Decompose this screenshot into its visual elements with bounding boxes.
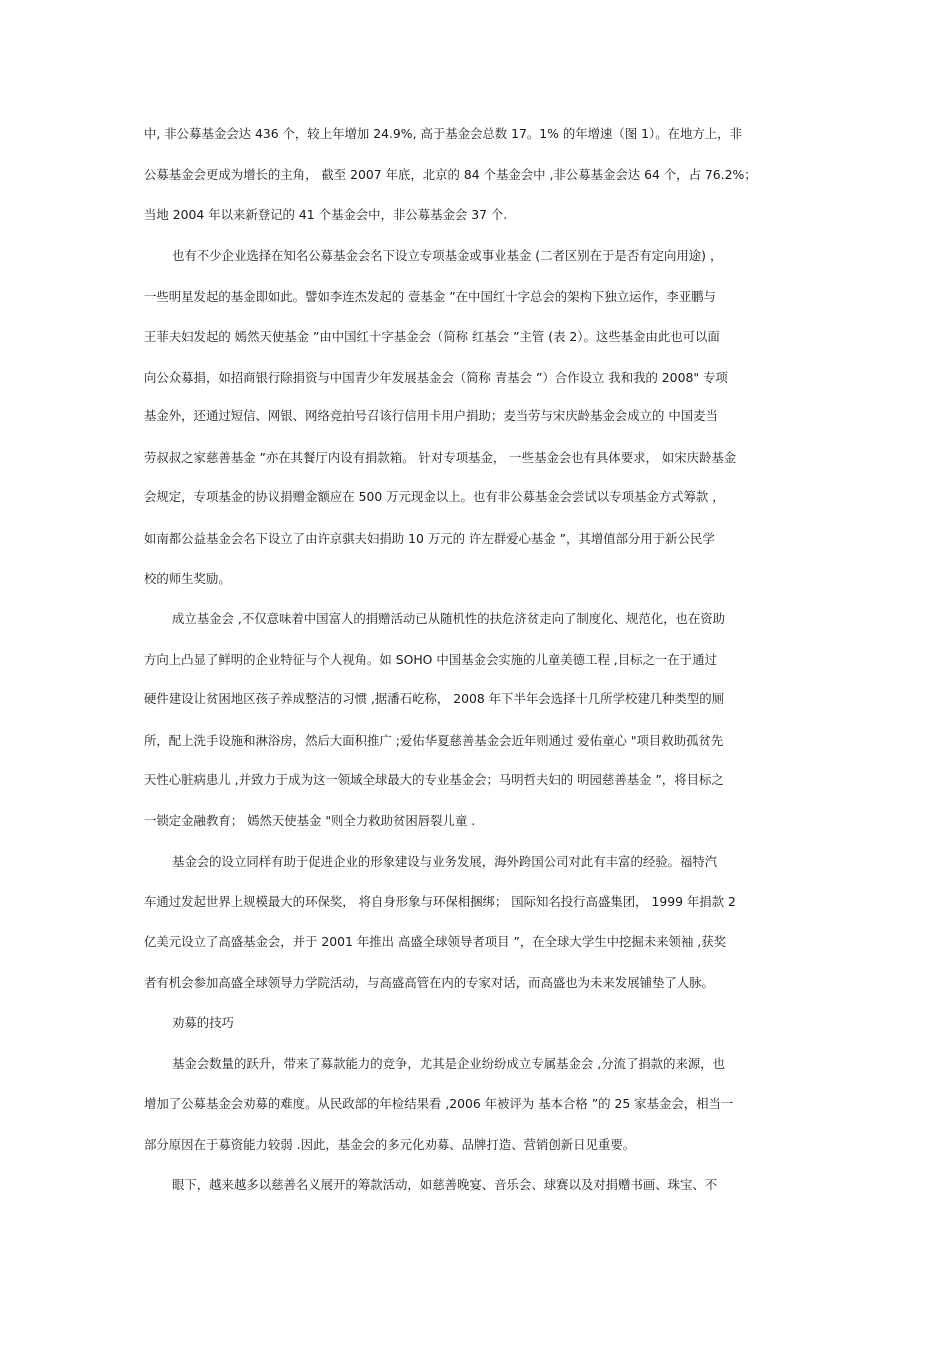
text-line: 车通过发起世界上规模最大的环保奖， 将自身形象与环保相捆绑； 国际知名投行高盛集团， 1999 年捐款 2 xyxy=(144,894,736,909)
paragraph-start-line: 成立基金会 ,不仅意味着中国富人的捐赠活动已从随机性的扶危济贫走向了制度化、规范化，也在资助 xyxy=(172,611,726,626)
text-line: 当地 2004 年以来新登记的 41 个基金会中，非公募基金会 37 个. xyxy=(144,207,508,222)
text-line: 天性心脏病患儿 ,并致力于成为这一领域全球最大的专业基金会；马明哲夫妇的 明园慈善基金 ”，将目标之 xyxy=(144,772,724,787)
text-line: 硬件建设让贫困地区孩子养成整洁的习惯 ,据潘石屹称， 2008 年下半年会选择十几所学校建几种类型的厕 xyxy=(144,691,725,706)
text-line: 者有机会参加高盛全球领导力学院活动，与高盛高管在内的专家对话，而高盛也为未来发展铺垫了人脉。 xyxy=(144,975,714,990)
text-line: 中, 非公募基金会达 436 个，较上年增加 24.9%, 高于基金会总数 17。1% 的年增速（图 1）。在地方上，非 xyxy=(144,126,742,141)
text-line: 会规定，专项基金的协议捐赠金额应在 500 万元现金以上。也有非公募基金会尝试以专项基金方式筹款 ， xyxy=(144,489,725,504)
paragraph-start-line: 基金会的设立同样有助于促进企业的形象建设与业务发展，海外跨国公司对此有丰富的经验。福特汽 xyxy=(172,854,718,869)
text-line: 所，配上洗手设施和淋浴房，然后大面积推广 ;爱佑华夏慈善基金会近年则通过 爱佑童心 "项目救助孤贫先 xyxy=(144,733,724,748)
paragraph-start-line: 眼下，越来越多以慈善名义展开的筹款活动，如慈善晚宴、音乐会、球赛以及对捐赠书画、珠宝、不 xyxy=(172,1177,718,1192)
text-line: 方向上凸显了鲜明的企业特征与个人视角。如 SOHO 中国基金会实施的儿童美德工程 ,目标之一在于通过 xyxy=(144,652,717,667)
section-heading: 劝募的技巧 xyxy=(172,1015,234,1030)
text-line: 一锁定金融教育； 嫣然天使基金 "则全力救助贫困唇裂儿童 . xyxy=(144,813,476,828)
paragraph-start-line: 基金会数量的跃升，带来了募款能力的竞争，尤其是企业纷纷成立专属基金会 ,分流了捐款的来源，也 xyxy=(172,1056,726,1071)
text-line: 王菲夫妇发起的 嫣然天使基金 ”由中国红十字基金会（简称 红基会 ”主管 (表 2）。这些基金由此也可以面 xyxy=(144,329,720,344)
text-line: 如南都公益基金会名下设立了由许京骐夫妇捐助 10 万元的 许左群爱心基金 ”，其增值部分用于新公民学 xyxy=(144,531,715,546)
text-line: 校的师生奖励。 xyxy=(144,571,231,586)
text-line: 公募基金会更成为增长的主角， 截至 2007 年底，北京的 84 个基金会中 ,非公募基金会达 64 个，占 76.2%； xyxy=(144,167,757,182)
text-line: 劳叔叔之家慈善基金 ”亦在其餐厅内设有捐款箱。 针对专项基金， 一些基金会也有具体要求， 如宋庆龄基金 xyxy=(144,450,737,465)
paragraph-start-line: 也有不少企业选择在知名公募基金会名下设立专项基金或事业基金 (二者区别在于是否有定向用途) ， xyxy=(172,248,723,263)
text-line: 增加了公募基金会劝募的难度。从民政部的年检结果看 ,2006 年被评为 基本合格 ”的 25 家基金会，相当一 xyxy=(144,1096,734,1111)
text-line: 基金外，还通过短信、网银、网络竞拍号召该行信用卡用户捐助；麦当劳与宋庆龄基金会成立的 中国麦当 xyxy=(144,408,718,423)
text-line: 部分原因在于募资能力较弱 .因此，基金会的多元化劝募、品牌打造、营销创新日见重要。 xyxy=(144,1137,636,1152)
text-line: 向公众募捐，如招商银行除捐资与中国青少年发展基金会（简称 青基会 ”）合作设立 我和我的 2008" 专项 xyxy=(144,370,728,385)
text-line: 亿美元设立了高盛基金会，并于 2001 年推出 高盛全球领导者项目 ”，在全球大学生中挖掘未来领袖 ,获奖 xyxy=(144,934,726,949)
text-line: 一些明星发起的基金即如此。譬如李连杰发起的 壹基金 ”在中国红十字总会的架构下独立运作，李亚鹏与 xyxy=(144,289,716,304)
